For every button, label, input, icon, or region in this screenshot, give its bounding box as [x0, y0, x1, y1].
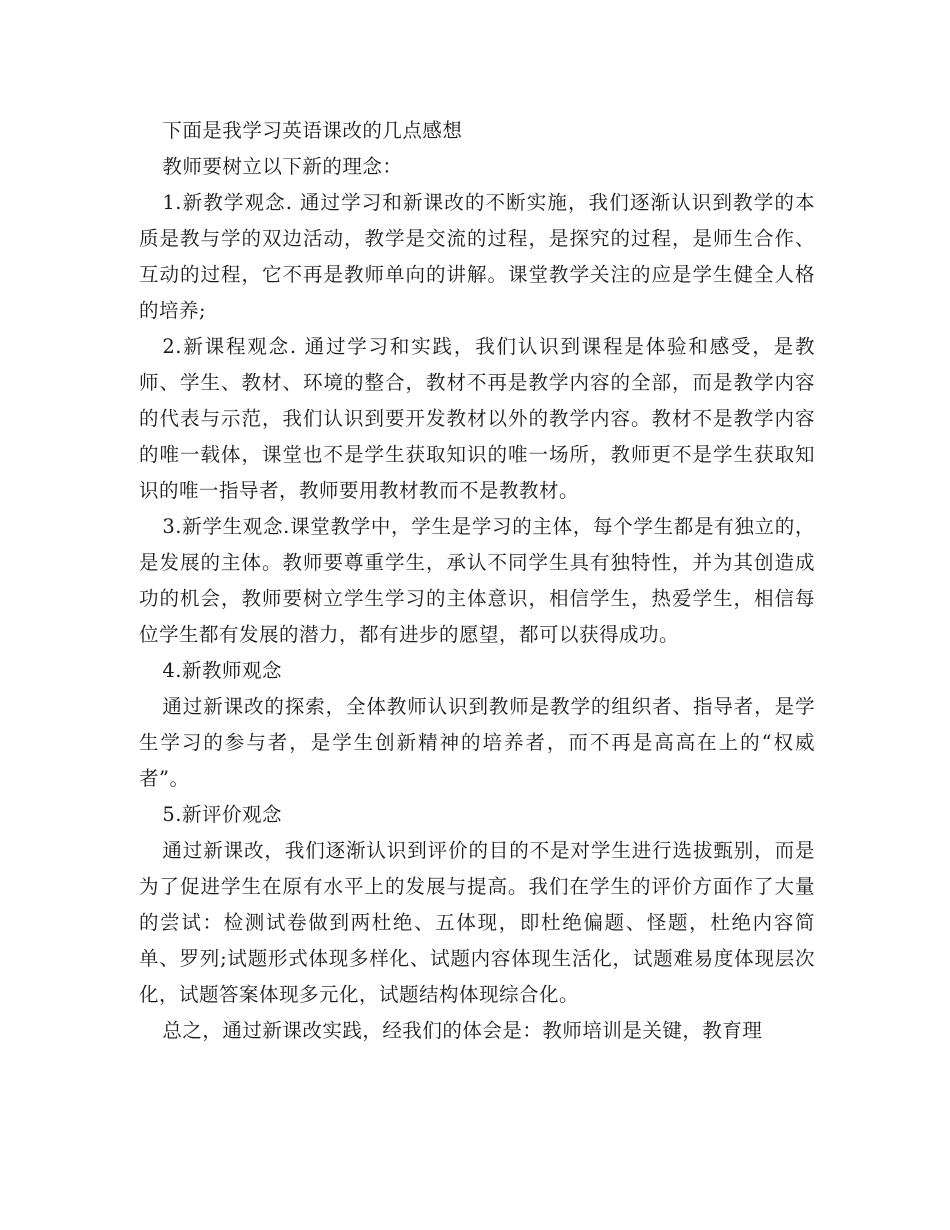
paragraph-curriculum-concept: 2.新课程观念. 通过学习和实践，我们认识到课程是体验和感受，是教师、学生、教材、环境的整合，教材不再是教学内容的全部，而是教学内容的代表与示范，我们认识到要开发教材以外的教学内容。教材不是教学内容的唯一载体，课堂也不是学生获取知识的唯一场所，教师更不是学生获取知识的唯一指导者，教师要用教材教而不是教教材。	[139, 335, 815, 502]
paragraph-evaluation-concept: 通过新课改，我们逐渐认识到评价的目的不是对学生进行选拔甄别，而是为了促进学生在原有水平上的发展与提高。我们在学生的评价方面作了大量的尝试：检测试卷做到两杜绝、五体现，即杜绝偏题、怪题，杜绝内容简单、罗列;试题形式体现多样化、试题内容体现生活化，试题难易度体现层次化，试题答案体现多元化，试题结构体现综合化。	[139, 839, 815, 1006]
paragraph-teacher-concept: 通过新课改的探索，全体教师认识到教师是教学的组织者、指导者，是学生学习的参与者，是学生创新精神的培养者，而不再是高高在上的“权威者”。	[139, 695, 815, 790]
paragraph-intro: 教师要树立以下新的理念：	[162, 155, 403, 178]
paragraph-summary: 总之，通过新课改实践，经我们的体会是：教师培训是关键，教育理	[162, 1019, 763, 1042]
paragraph-student-concept: 3.新学生观念.课堂教学中，学生是学习的主体，每个学生都是有独立的，是发展的主体。教师要尊重学生，承认不同学生具有独特性，并为其创造成功的机会，教师要树立学生学习的主体意识，相信学生，热爱学生，相信每位学生都有发展的潜力，都有进步的愿望，都可以获得成功。	[139, 515, 815, 646]
paragraph-title: 下面是我学习英语课改的几点感想	[162, 119, 463, 142]
paragraph-teaching-concept: 1.新教学观念. 通过学习和新课改的不断实施，我们逐渐认识到教学的本质是教与学的双边活动，教学是交流的过程，是探究的过程，是师生合作、互动的过程，它不再是教师单向的讲解。课堂教学关注的应是学生健全人格的培养;	[139, 191, 815, 322]
paragraph-evaluation-concept-heading: 5.新评价观念	[162, 803, 282, 826]
document-page	[139, 113, 815, 1049]
paragraph-teacher-concept-heading: 4.新教师观念	[162, 659, 282, 682]
